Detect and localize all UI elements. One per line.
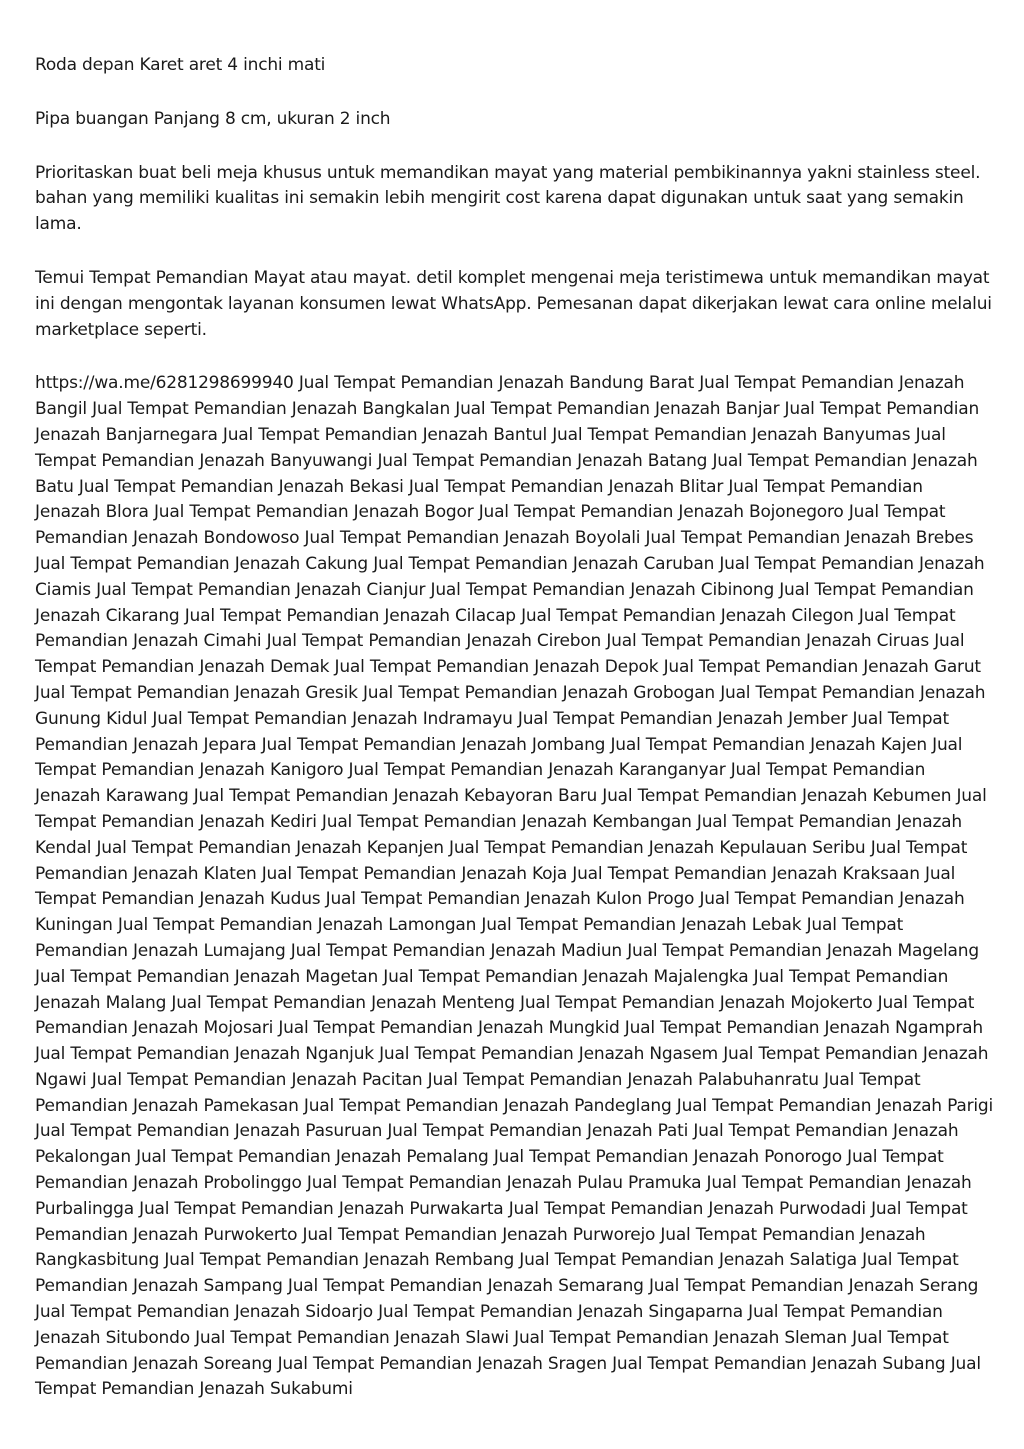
paragraph-wheel-spec: Roda depan Karet aret 4 inchi mati [35, 55, 326, 75]
paragraph-location-list: https://wa.me/6281298699940 Jual Tempat Pemandian Jenazah Bandung Barat Jual Tempat Pemandian Jenazah Bangil Jual Tempat Pemandian Jenazah Bangkalan Jual Tempat Pemandian Jenazah Banjar Jual Tempat Pemandian Jenazah Banjarnegara Jual Tempat Pemandian Jenazah Bantul Jual Tempat Pemandian Jenazah Banyumas Jual Tempat Pemandian Jenazah Banyuwangi Jual Tempat Pemandian Jenazah Batang Jual Tempat Pemandian Jenazah Batu Jual Tempat Pemandian Jenazah Bekasi Jual Tempat Pemandian Jenazah Blitar Jual Tempat Pemandian Jenazah Blora Jual Tempat Pemandian Jenazah Bogor Jual Tempat Pemandian Jenazah Bojonegoro Jual Tempat Pemandian Jenazah Bondowoso Jual Tempat Pemandian Jenazah Boyolali Jual Tempat Pemandian Jenazah Brebes Jual Tempat Pemandian Jenazah Cakung Jual Tempat Pemandian Jenazah Caruban Jual Tempat Pemandian Jenazah Ciamis Jual Tempat Pemandian Jenazah Cianjur Jual Tempat Pemandian Jenazah Cibinong Jual Tempat Pemandian Jenazah Cikarang Jual Tempat Pemandian Jenazah Cilacap Jual Tempat Pemandian Jenazah Cilegon Jual Tempat Pemandian Jenazah Cimahi Jual Tempat Pemandian Jenazah Cirebon Jual Tempat Pemandian Jenazah Ciruas Jual Tempat Pemandian Jenazah Demak Jual Tempat Pemandian Jenazah Depok Jual Tempat Pemandian Jenazah Garut Jual Tempat Pemandian Jenazah Gresik Jual Tempat Pemandian Jenazah Grobogan Jual Tempat Pemandian Jenazah Gunung Kidul Jual Tempat Pemandian Jenazah Indramayu Jual Tempat Pemandian Jenazah Jember Jual Tempat Pemandian Jenazah Jepara Jual Tempat Pemandian Jenazah Jombang Jual Tempat Pemandian Jenazah Kajen Jual Tempat Pemandian Jenazah Kanigoro Jual Tempat Pemandian Jenazah Karanganyar Jual Tempat Pemandian Jenazah Karawang Jual Tempat Pemandian Jenazah Kebayoran Baru Jual Tempat Pemandian Jenazah Kebumen Jual Tempat Pemandian Jenazah Kediri Jual Tempat Pemandian Jenazah Kembangan Jual Tempat Pemandian Jenazah Kendal Jual Tempat Pemandian Jenazah Kepanjen Jual Tempat Pemandian Jenazah Kepulauan Seribu Jual Tempat Pemandian Jenazah Klaten Jual Tempat Pemandian Jenazah Koja Jual Tempat Pemandian Jenazah Kraksaan Jual Tempat Pemandian Jenazah Kudus Jual Tempat Pemandian Jenazah Kulon Progo Jual Tempat Pemandian Jenazah Kuningan Jual Tempat Pemandian Jenazah Lamongan Jual Tempat Pemandian Jenazah Lebak Jual Tempat Pemandian Jenazah Lumajang Jual Tempat Pemandian Jenazah Madiun Jual Tempat Pemandian Jenazah Magelang Jual Tempat Pemandian Jenazah Magetan Jual Tempat Pemandian Jenazah Majalengka Jual Tempat Pemandian Jenazah Malang Jual Tempat Pemandian Jenazah Menteng Jual Tempat Pemandian Jenazah Mojokerto Jual Tempat Pemandian Jenazah Mojosari Jual Tempat Pemandian Jenazah Mungkid Jual Tempat Pemandian Jenazah Ngamprah Jual Tempat Pemandian Jenazah Nganjuk Jual Tempat Pemandian Jenazah Ngasem Jual Tempat Pemandian Jenazah Ngawi Jual Tempat Pemandian Jenazah Pacitan Jual Tempat Pemandian Jenazah Palabuhanratu Jual Tempat Pemandian Jenazah Pamekasan Jual Tempat Pemandian Jenazah Pandeglang Jual Tempat Pemandian Jenazah Parigi Jual Tempat Pemandian Jenazah Pasuruan Jual Tempat Pemandian Jenazah Pati Jual Tempat Pemandian Jenazah Pekalongan Jual Tempat Pemandian Jenazah Pemalang Jual Tempat Pemandian Jenazah Ponorogo Jual Tempat Pemandian Jenazah Probolinggo Jual Tempat Pemandian Jenazah Pulau Pramuka Jual Tempat Pemandian Jenazah Purbalingga Jual Tempat Pemandian Jenazah Purwakarta Jual Tempat Pemandian Jenazah Purwodadi Jual Tempat Pemandian Jenazah Purwokerto Jual Tempat Pemandian Jenazah Purworejo Jual Tempat Pemandian Jenazah Rangkasbitung Jual Tempat Pemandian Jenazah Rembang Jual Tempat Pemandian Jenazah Salatiga Jual Tempat Pemandian Jenazah Sampang Jual Tempat Pemandian Jenazah Semarang Jual Tempat Pemandian Jenazah Serang Jual Tempat Pemandian Jenazah Sidoarjo Jual Tempat Pemandian Jenazah Singaparna Jual Tempat Pemandian Jenazah Situbondo Jual Tempat Pemandian Jenazah Slawi Jual Tempat Pemandian Jenazah Sleman Jual Tempat Pemandian Jenazah Soreang Jual Tempat Pemandian Jenazah Sragen Jual Tempat Pemandian Jenazah Subang Jual Tempat Pemandian Jenazah Sukabumi [35, 373, 994, 1400]
document-page [35, 53, 993, 1431]
paragraph-drain-pipe-spec: Pipa buangan Panjang 8 cm, ukuran 2 inch [35, 108, 391, 129]
paragraph-contact-info: Temui Tempat Pemandian Mayat atau mayat. detil komplet mengenai meja teristimewa untuk memandikan mayat ini dengan mengontak layanan konsumen lewat WhatsApp. Pemesanan dapat dikerjakan lewat cara online melalui marketplace seperti. [35, 267, 992, 340]
paragraph-stainless-recommendation: Prioritaskan buat beli meja khusus untuk memandikan mayat yang material pembikinannya yakni stainless steel. bahan yang memiliki kualitas ini semakin lebih mengirit cost karena dapat digunakan untuk saat yang semakin lama. [35, 162, 981, 235]
